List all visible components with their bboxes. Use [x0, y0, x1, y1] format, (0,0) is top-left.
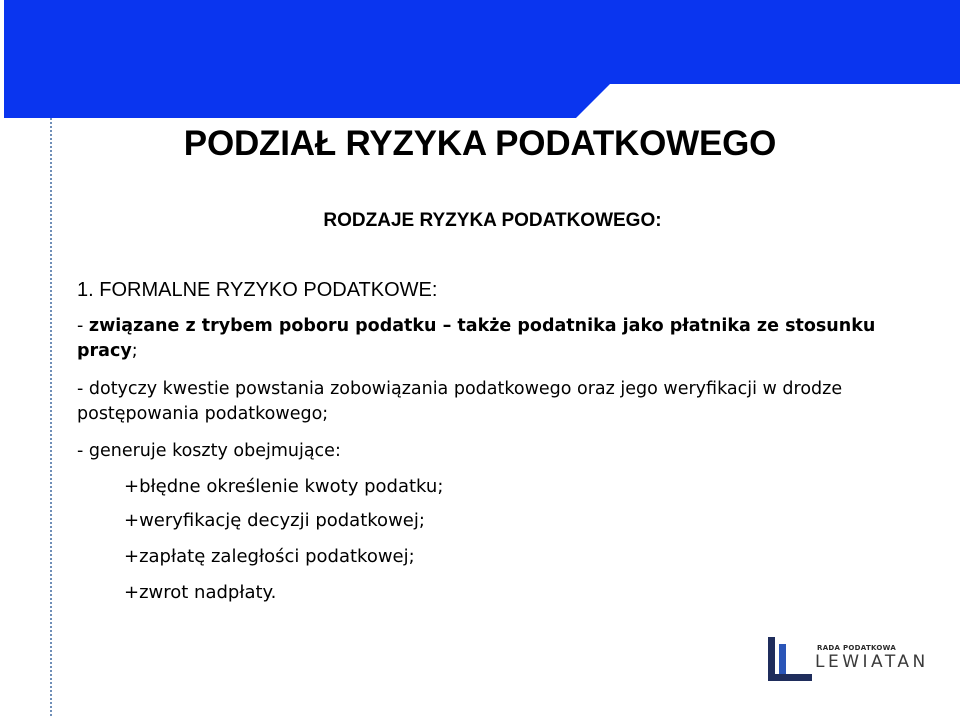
cost-item: +zapłatę zaległości podatkowej;	[124, 546, 415, 567]
cost-item: +błędne określenie kwoty podatku;	[124, 476, 444, 497]
point-1-dash: -	[77, 316, 89, 336]
header-blue-shape	[0, 0, 960, 118]
logo-small-text: RADA PODATKOWA	[817, 644, 897, 652]
cost-item: +weryfikację decyzji podatkowej;	[124, 510, 425, 531]
header-band	[0, 0, 960, 118]
point-1-bold: związane z trybem poboru podatku – także podatnika jako płatnika ze stosunku pracy	[77, 316, 876, 361]
logo-big-text: LEWIATAN	[815, 652, 929, 672]
vertical-dotted-divider	[50, 118, 52, 716]
point-1-tail: ;	[131, 341, 138, 361]
cost-item: +zwrot nadpłaty.	[124, 582, 277, 603]
point-1	[77, 314, 917, 364]
section-heading: 1. FORMALNE RYZYKO PODATKOWE:	[77, 279, 438, 301]
slide-title: PODZIAŁ RYZYKA PODATKOWEGO	[183, 124, 777, 163]
slide-subtitle: RODZAJE RYZYKA PODATKOWEGO:	[323, 210, 662, 231]
lewiatan-logo	[765, 634, 935, 686]
point-3: - generuje koszty obejmujące:	[77, 441, 341, 461]
lewiatan-mark-icon	[765, 634, 813, 686]
point-2: - dotyczy kwestie powstania zobowiązania podatkowego oraz jego weryfikacji w drodze postępowania podatkowego;	[77, 379, 843, 424]
